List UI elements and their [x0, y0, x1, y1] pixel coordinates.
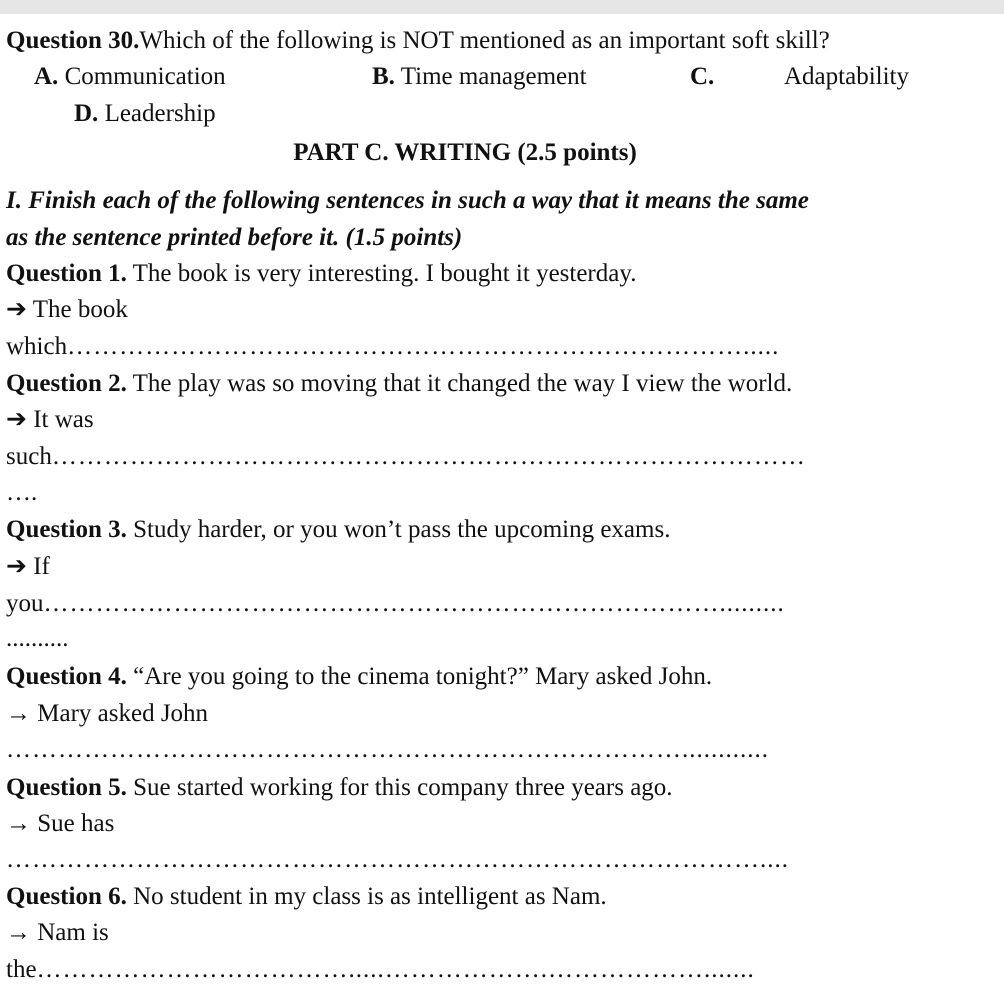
arrow-icon: ➔	[6, 553, 27, 580]
question-2-prompt: ➔ It was	[6, 406, 94, 433]
arrow-icon: ➔	[6, 406, 27, 433]
question-1: Question 1. The book is very interesting. I bought it yesterday.	[6, 260, 637, 287]
q30-option-c-text: Adaptability	[784, 63, 909, 90]
q30-number: Question 30.	[6, 27, 140, 54]
section1-instruction-line1: I. Finish each of the following sentences in such a way that it means the same	[6, 187, 809, 214]
arrow-icon: →	[6, 810, 31, 837]
question-2-answer-line[interactable]: such……………………………………………………………………………	[6, 443, 806, 470]
arrow-icon: →	[6, 700, 31, 727]
question-2-answer-continuation: ….	[6, 479, 38, 506]
question-1-answer-line[interactable]: which…………………………………………………………………….....	[6, 333, 780, 360]
scan-top-edge	[0, 0, 1004, 14]
question-5-answer-line[interactable]: ……………………………………………………………………………....	[6, 846, 789, 873]
q30-option-b: B. Time management	[372, 63, 587, 90]
question-5: Question 5. Sue started working for this company three years ago.	[6, 774, 673, 801]
question-3-answer-line[interactable]: you…………………………………………………………………….........	[6, 590, 785, 617]
question-3: Question 3. Study harder, or you won’t pass the upcoming exams.	[6, 516, 671, 543]
question-6-prompt: → Nam is	[6, 919, 109, 946]
section1-instruction-line2: as the sentence printed before it. (1.5 points)	[6, 224, 463, 251]
question-4-prompt: → Mary asked John	[6, 700, 209, 727]
part-c-heading: PART C. WRITING (2.5 points)	[293, 139, 637, 166]
q30-stem	[6, 26, 830, 56]
question-6: Question 6. No student in my class is as intelligent as Nam.	[6, 883, 607, 910]
question-4: Question 4. “Are you going to the cinema tonight?” Mary asked John.	[6, 663, 713, 690]
q30-option-c-letter: C.	[690, 63, 715, 90]
question-3-answer-continuation: ..........	[6, 625, 69, 652]
q30-text: Which of the following is NOT mentioned as an important soft skill?	[139, 27, 830, 54]
q30-option-d: D. Leadership	[74, 100, 216, 127]
question-2: Question 2. The play was so moving that it changed the way I view the world.	[6, 370, 793, 397]
question-1-prompt: ➔ The book	[6, 296, 128, 323]
question-6-answer-line[interactable]: the……………………………….....……………….……………….......	[6, 956, 755, 983]
question-4-answer-line[interactable]: ……………………………………………………………………............	[6, 736, 769, 763]
question-5-prompt: → Sue has	[6, 810, 115, 837]
q30-option-a: A. Communication	[34, 63, 226, 90]
question-3-prompt: ➔ If	[6, 553, 50, 580]
arrow-icon: ➔	[6, 296, 27, 323]
arrow-icon: →	[6, 919, 31, 946]
